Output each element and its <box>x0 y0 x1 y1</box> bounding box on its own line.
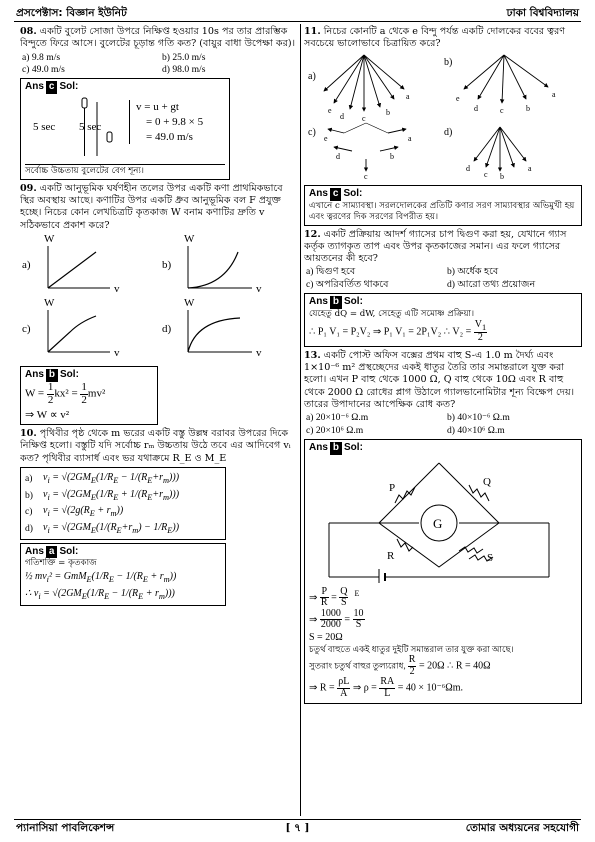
sol-label: Sol: <box>59 545 79 557</box>
ans-label: Ans <box>309 441 328 453</box>
option-a <box>25 472 221 487</box>
page-number: [ ৭ ] <box>285 822 310 834</box>
diagram-label: d) <box>444 126 453 138</box>
ratio-2: ⇒ $\frac{1000}{2000}$ = $\frac{10}{S}$ <box>309 607 364 631</box>
sol-label: Sol: <box>60 369 79 381</box>
diagram-label: c) <box>308 126 316 138</box>
v1-over-2: $\frac{V_1}{2}$ <box>474 318 487 344</box>
pt-a: a <box>552 89 556 99</box>
option-a: a) দ্বিগুণ হবে <box>306 266 356 278</box>
option-label: b) <box>25 489 33 501</box>
pt-a: a <box>408 133 412 143</box>
sol-label: Sol: <box>344 295 363 307</box>
ans-label: Ans <box>25 369 44 381</box>
arm-q: Q <box>483 475 491 488</box>
diagram-label: a) <box>308 70 316 82</box>
formula: $v_i = √(2g(R_E + r_m))$ <box>43 505 124 519</box>
question-text: নিচের কোনটি a থেকে e বিন্দু পর্যন্ত একটি দোলকের ববের ত্বরণ সবচেয়ে ভালোভাবে চিত্রায়িত করে? <box>304 26 566 50</box>
ans-label: Ans <box>309 187 328 199</box>
formula: $v_i = √(2GM_E(1/(R_E+r_m) - 1/R_E))$ <box>43 521 180 535</box>
option-c: c) 20×10⁶ Ω.m <box>306 424 364 436</box>
half-fraction: $\frac{1}{2}$ <box>47 380 54 406</box>
question-number: 12. <box>304 228 321 240</box>
option-label: c) <box>25 506 33 518</box>
sol-mv: mv² <box>87 387 106 400</box>
solution-result: ⇒ W ∝ v² <box>25 409 70 422</box>
question-text: পৃথিবীর পৃষ্ঠ থেকে m ভরের একটি বস্তু উল্লম্ব বরাবর উপরের দিকে নিক্ষিপ্ত হলো। বস্তুটি যদি সর্বোচ্চ rₘ উচ্চতায় উঠে তবে এর আদিবেগ vᵢ কত? পৃথিবীর ব্যাসার্ধ এবং ভর যথাক্রমে R_E ও M_E <box>20 428 291 464</box>
option-b: b) 40×10⁻⁶ Ω.m <box>447 412 510 424</box>
bridge-solution <box>309 587 577 699</box>
formula: $v_i = √(2GM_E(1/R_E + 1/(R_E+r_m)))$ <box>43 488 180 502</box>
answer-tag: c <box>330 188 342 201</box>
solution-line-1: যেহেতু dQ = dW, সেহেতু এটি সমোষ্ণ প্রক্রিয়া। <box>309 308 475 319</box>
graph-label-d: d) <box>162 322 172 335</box>
solution-energy: ½ $mv_i^2 = GmM_E(1/R_E - 1/(R_E + r_m))$ <box>25 571 177 585</box>
options <box>306 266 582 291</box>
answer-box <box>304 185 582 226</box>
option-d: d) 98.0 m/s <box>162 63 206 75</box>
pt-c: c <box>484 169 488 179</box>
ratio-r: R <box>320 597 328 609</box>
answer-tag: c <box>46 81 58 94</box>
question-08 <box>20 26 296 180</box>
graph-label-b: b) <box>162 258 172 271</box>
graph-a <box>22 233 120 295</box>
question-number: 11. <box>304 26 321 37</box>
option-b: b) 25.0 m/s <box>162 51 206 63</box>
axis-x: v <box>114 346 120 359</box>
pt-c: c <box>362 113 366 123</box>
answer-tag: b <box>330 296 342 309</box>
option-label: d) <box>25 523 33 535</box>
equivalent-resistance: সুতরাং চতুর্থ বাহুর তুল্যরোধ, $\frac{R}{2}$ = 20Ω ∴ R = 40Ω <box>309 654 491 677</box>
answer-tag: b <box>330 442 342 455</box>
footer-left: প্যানাসিয়া পাবলিকেশন্স <box>16 822 115 834</box>
question-text: একটি আনুভূমিক ঘর্ষণহীন তলের উপর একটি কণা প্রাথমিকভাবে স্থির অবস্থায় আছে। কণাটির উপর একটি ধ্রুব আনুভূমিক বল F প্রযুক্ত হচ্ছে। নিচের কোন লেখচিত্রটি কৃতকাজ W বনাম কণাটির দ্রুতি v সঠিকভাবে প্রকাশ করে? <box>20 182 283 231</box>
option-d: d) আরো তথ্য প্রয়োজন <box>447 278 536 290</box>
solution-line <box>25 382 153 406</box>
question-11 <box>304 26 582 226</box>
option-b: b) অর্ধেক হবে <box>447 266 499 278</box>
diagram-a <box>308 55 410 123</box>
pt-e: e <box>328 105 332 115</box>
graph-b <box>162 233 262 295</box>
diagram-label: b) <box>444 56 453 68</box>
footer-right: তোমার অধ্যয়নের সহযোগী <box>465 822 579 834</box>
sol-w: W = <box>25 387 47 400</box>
graph-label-c: c) <box>22 322 31 335</box>
option-b <box>25 489 221 504</box>
pt-d: d <box>340 111 344 121</box>
rho-value: = 40 × 10⁻⁶Ωm. <box>395 682 463 694</box>
question-number: 08. <box>20 26 37 37</box>
question-number: 13. <box>304 349 321 361</box>
axis-y: W <box>44 232 55 245</box>
solution-line: গতিশক্তি = কৃতকাজ <box>25 558 97 569</box>
answer-box <box>20 543 226 606</box>
solution-line-2 <box>309 320 577 344</box>
sol-kx: kx² = <box>54 387 81 400</box>
question-text: একটি প্রক্রিয়ায় আদর্শ গ্যাসের চাপ দ্বিগুণ করা হয়, যেখানে গ্যাস কর্তৃক ত্যাগকৃত তাপ এবং উপর কৃতকাজের সমান। এর ফলে গ্যাসের আয়তনের কী হবে? <box>304 228 567 265</box>
pt-e: e <box>456 93 460 103</box>
axis-y: W <box>44 296 55 309</box>
pt-d: d <box>336 151 340 161</box>
option-label: a) <box>25 473 33 485</box>
pt-c: c <box>364 171 368 179</box>
pt-a: a <box>406 91 410 101</box>
wheatstone-bridge <box>309 455 569 583</box>
pt-b: b <box>500 171 504 179</box>
diagram-c <box>308 123 412 179</box>
solution-text: এখানে c সাম্যাবস্থা। সরলদোলকের প্রতিটি কণার সরণ সাম্যাবস্থার অভিমুখী হয় এবং ত্বরণের দিক সরণের বিপরীত হয়। <box>309 200 575 222</box>
answer-tag: b <box>46 369 58 382</box>
solution-result: ∴ $v_i = √(2GM_E(1/R_E - 1/(R_E + r_m)))$ <box>25 588 175 602</box>
question-number: 09. <box>20 182 37 194</box>
answer-tag: a <box>46 546 58 559</box>
sol-label: Sol: <box>59 81 79 93</box>
axis-x: v <box>256 282 262 295</box>
pt-b: b <box>386 107 390 117</box>
equiv-result: = 20Ω ∴ R = 40Ω <box>416 660 491 672</box>
column-divider <box>300 24 301 816</box>
solution-eq: ∴ P₁ V₁ = P₂V₂ ⇒ P₁ V₁ = 2P₁V₂ ∴ V₂ = <box>309 326 474 338</box>
sol-label: Sol: <box>344 441 363 453</box>
half-fraction: $\frac{1}{2}$ <box>81 380 87 406</box>
graph-c <box>22 297 120 359</box>
pt-a: a <box>528 163 532 173</box>
options-box <box>20 467 226 540</box>
question-text: একটি পোস্ট অফিস বক্সের প্রথম বাহু S-এ 1.0 m দৈর্ঘ্য এবং 1×10⁻⁶ m² প্রস্থচ্ছেদের একই ধাতুর তৈরি তার সমান্তরালে যুক্ত করা হলো। এখন P বাহু থেকে 1000 Ω, Q বাহু থেকে 10Ω এবং R বাহু থেকে 2000 Ω রোধের প্লাগ উঠালে গ্যালভানোমিটার শূন্য বিক্ষেপ দেয়। তারের উপাদানের আপেক্ষিক রোধ কত? <box>304 349 575 411</box>
graph-options <box>20 232 290 360</box>
ratio-s: S <box>341 597 347 609</box>
arm-p: P <box>389 481 396 494</box>
sol-label: Sol: <box>343 187 363 199</box>
battery-label: E <box>354 588 360 598</box>
eq-2: = 0 + 9.8 × 5 <box>146 115 204 128</box>
option-a: a) 9.8 m/s <box>22 51 61 63</box>
ratio-q: Q <box>340 585 348 597</box>
pt-b: b <box>390 151 394 161</box>
axis-x: v <box>114 282 120 295</box>
pendulum-diagrams <box>304 51 580 179</box>
ans-label: Ans <box>25 81 44 93</box>
answer-box <box>304 293 582 347</box>
option-c <box>25 505 221 520</box>
header-left: প্রসপেক্টাস: বিজ্ঞান ইউনিট <box>16 7 127 19</box>
question-12 <box>304 229 582 347</box>
formula: $v_i = √(2GM_E(1/R_E - 1/(R_E+r_m)))$ <box>43 471 180 485</box>
pt-b: b <box>526 103 530 113</box>
ans-label: Ans <box>309 295 328 307</box>
time-down: 5 sec <box>79 120 102 133</box>
solution-note: সর্বোচ্চ উচ্চতায় বুলেটের বেগ শূন্য। <box>25 164 225 177</box>
answer-box <box>20 78 230 180</box>
option-c: c) 49.0 m/s <box>22 63 65 75</box>
ratio-p: P <box>321 585 327 597</box>
s-value: S = 20Ω <box>309 631 343 643</box>
axis-y: W <box>184 232 195 245</box>
answer-box <box>20 366 158 425</box>
option-d: d) 40×10⁶ Ω.m <box>447 424 505 436</box>
axis-y: W <box>184 296 195 309</box>
eq-1: v = u + gt <box>136 100 179 113</box>
options <box>22 52 296 77</box>
pt-e: e <box>324 133 328 143</box>
header-right: ঢাকা বিশ্ববিদ্যালয় <box>506 7 579 19</box>
graph-label-a: a) <box>22 258 31 271</box>
time-up: 5 sec <box>33 120 56 133</box>
option-c: c) অপরিবর্তিত থাকবে <box>306 278 389 290</box>
pt-d: d <box>466 163 470 173</box>
question-10 <box>20 428 296 606</box>
diagram-d <box>444 127 532 179</box>
eq-3: = 49.0 m/s <box>146 130 193 143</box>
resistivity-result: ⇒ R = $\frac{\rho L}{A}$ ⇒ ρ = $\frac{RA}{L}$ = 40 × 10⁻⁶Ωm. <box>309 676 463 699</box>
pt-c: c <box>500 105 504 115</box>
arm-s: S <box>487 551 494 564</box>
options <box>306 412 582 437</box>
question-number: 10. <box>20 428 37 440</box>
question-09 <box>20 183 296 425</box>
galvanometer-label: G <box>433 515 443 531</box>
diagram-b <box>444 55 556 115</box>
page-header <box>14 6 581 22</box>
parallel-note: চতুর্থ বাহুতে একই ধাতুর দুইটি সমান্তরাল তার যুক্ত করা আছে। <box>309 643 514 654</box>
ans-label: Ans <box>25 545 44 557</box>
bullet-solution <box>25 94 225 164</box>
option-a: a) 20×10⁻⁶ Ω.m <box>306 412 369 424</box>
axis-x: v <box>256 346 262 359</box>
answer-box <box>304 439 582 704</box>
arm-r: R <box>387 549 395 562</box>
pt-d: d <box>474 103 478 113</box>
equations <box>129 100 203 145</box>
question-13 <box>304 350 582 704</box>
option-d <box>25 522 221 537</box>
question-text: একটি বুলেট সোজা উপরে নিক্ষিপ্ত হওয়ার 10s পর তার প্রারম্ভিক বিন্দুতে ফিরে আসে। বুলেটের চূড়ান্ত গতি কত? (বায়ুর বাধা উপেক্ষা কর)। <box>20 26 296 50</box>
left-column <box>20 24 296 816</box>
equiv-text: সুতরাং চতুর্থ বাহুর তুল্যরোধ, <box>309 660 408 671</box>
page-footer <box>14 819 581 836</box>
right-column <box>304 24 582 816</box>
ratio-1: ⇒ $\frac{P}{R}$ = $\frac{Q}{S}$ $^E$ <box>309 585 360 609</box>
graph-d <box>162 297 262 359</box>
